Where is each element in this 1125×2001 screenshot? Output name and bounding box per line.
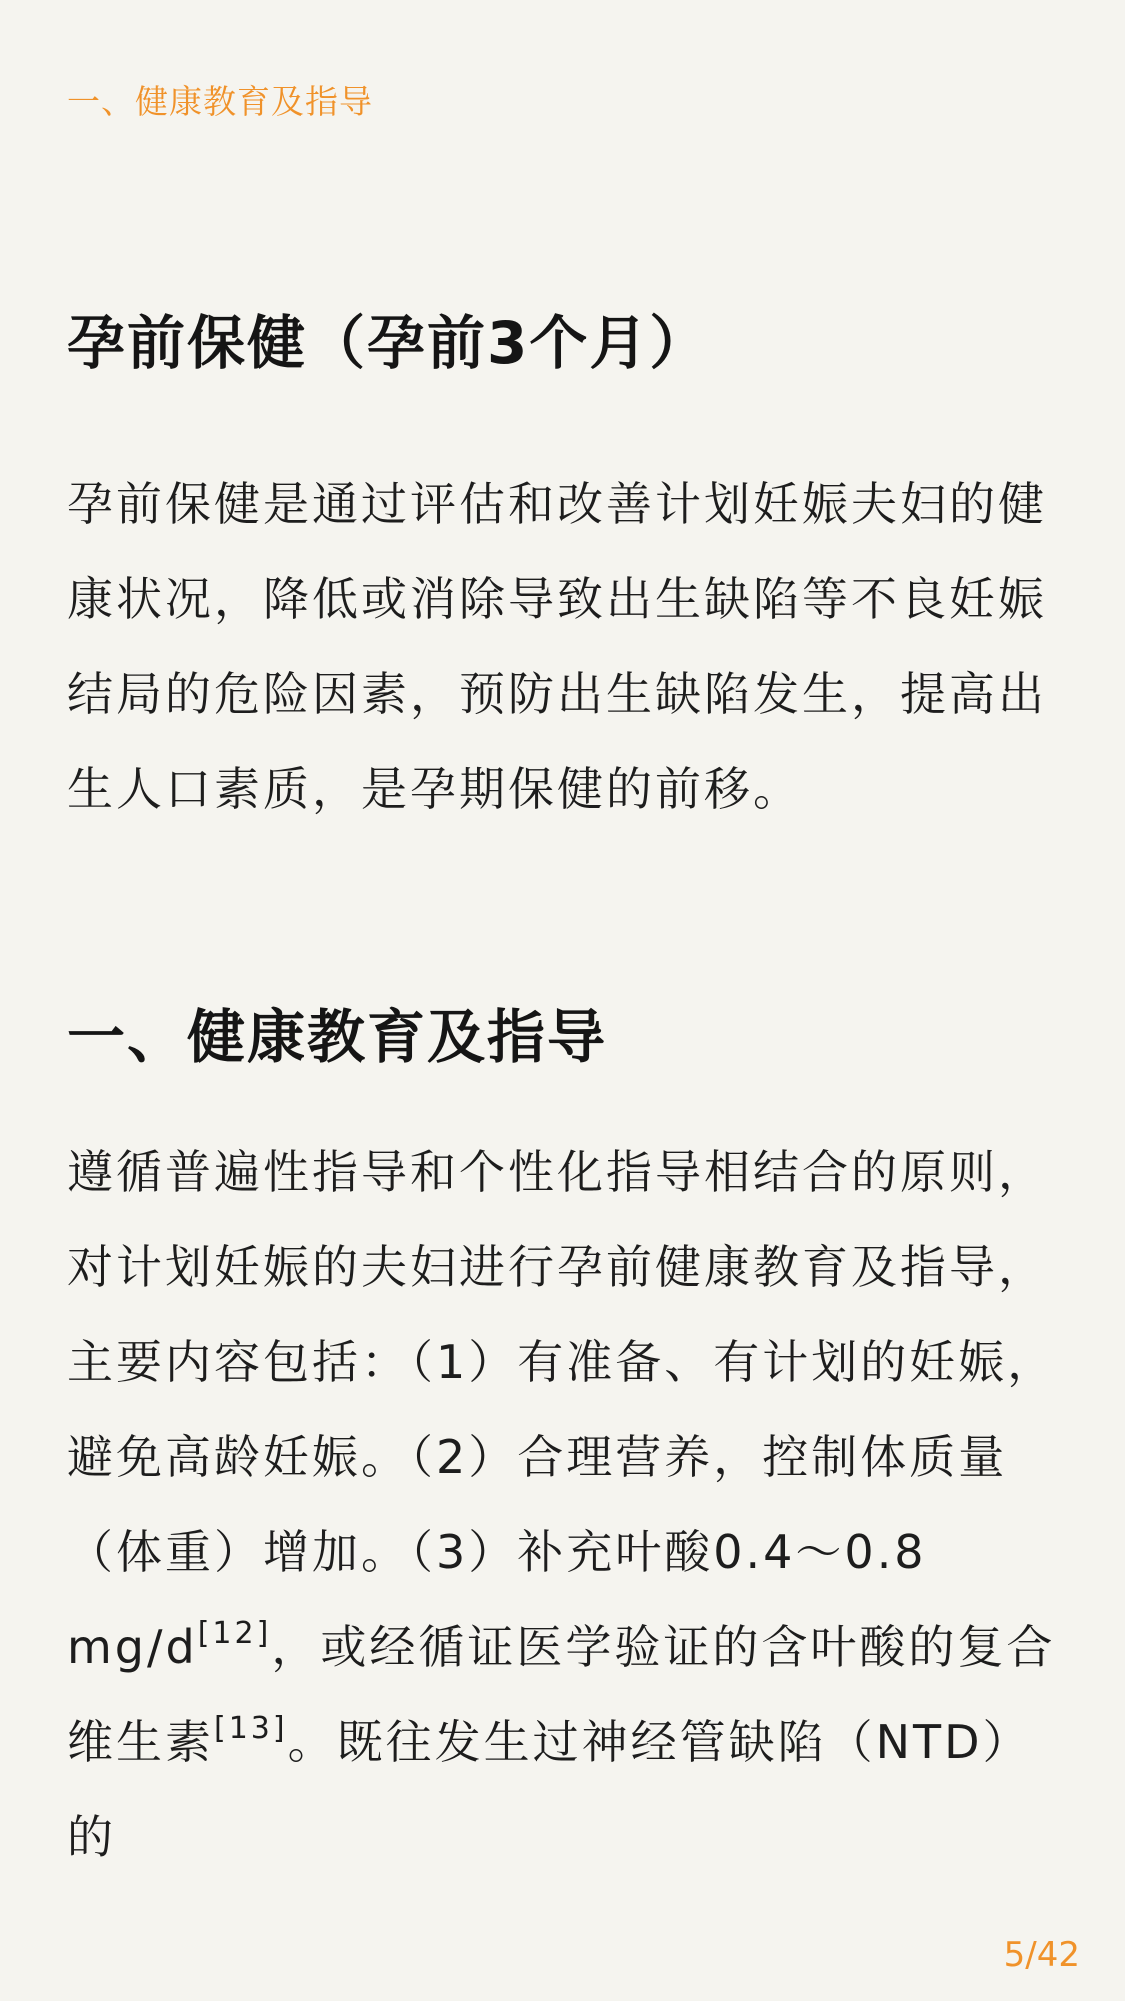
page-number: 5/42 (1003, 1935, 1080, 1975)
section-paragraph (67, 1125, 1057, 1885)
reference-link-12[interactable]: [12] (197, 1616, 272, 1651)
running-header: 一、健康教育及指导 (67, 82, 373, 121)
intro-paragraph: 孕前保健是通过评估和改善计划妊娠夫妇的健康状况，降低或消除导致出生缺陷等不良妊娠结局的危险因素，预防出生缺陷发生，提高出生人口素质，是孕期保健的前移。 (67, 477, 1047, 816)
section-text-part1: 遵循普遍性指导和个性化指导相结合的原则，对计划妊娠的夫妇进行孕前健康教育及指导，主要内容包括：（1）有准备、有计划的妊娠，避免高龄妊娠。（2）合理营养，控制体质量（体重）增加。（3）补充叶酸0.4～0.8 mg/d (67, 1145, 1057, 1674)
page-title: 孕前保健（孕前3个月） (67, 309, 710, 377)
section-text-part2: ，或经循证医学验证的含叶酸的复合维生素 (67, 1620, 1056, 1769)
section-text-part3: 。既往发生过神经管缺陷（NTD）的 (67, 1715, 1032, 1864)
section-heading: 一、健康教育及指导 (67, 1003, 608, 1071)
reference-link-13[interactable]: [13] (214, 1711, 288, 1746)
